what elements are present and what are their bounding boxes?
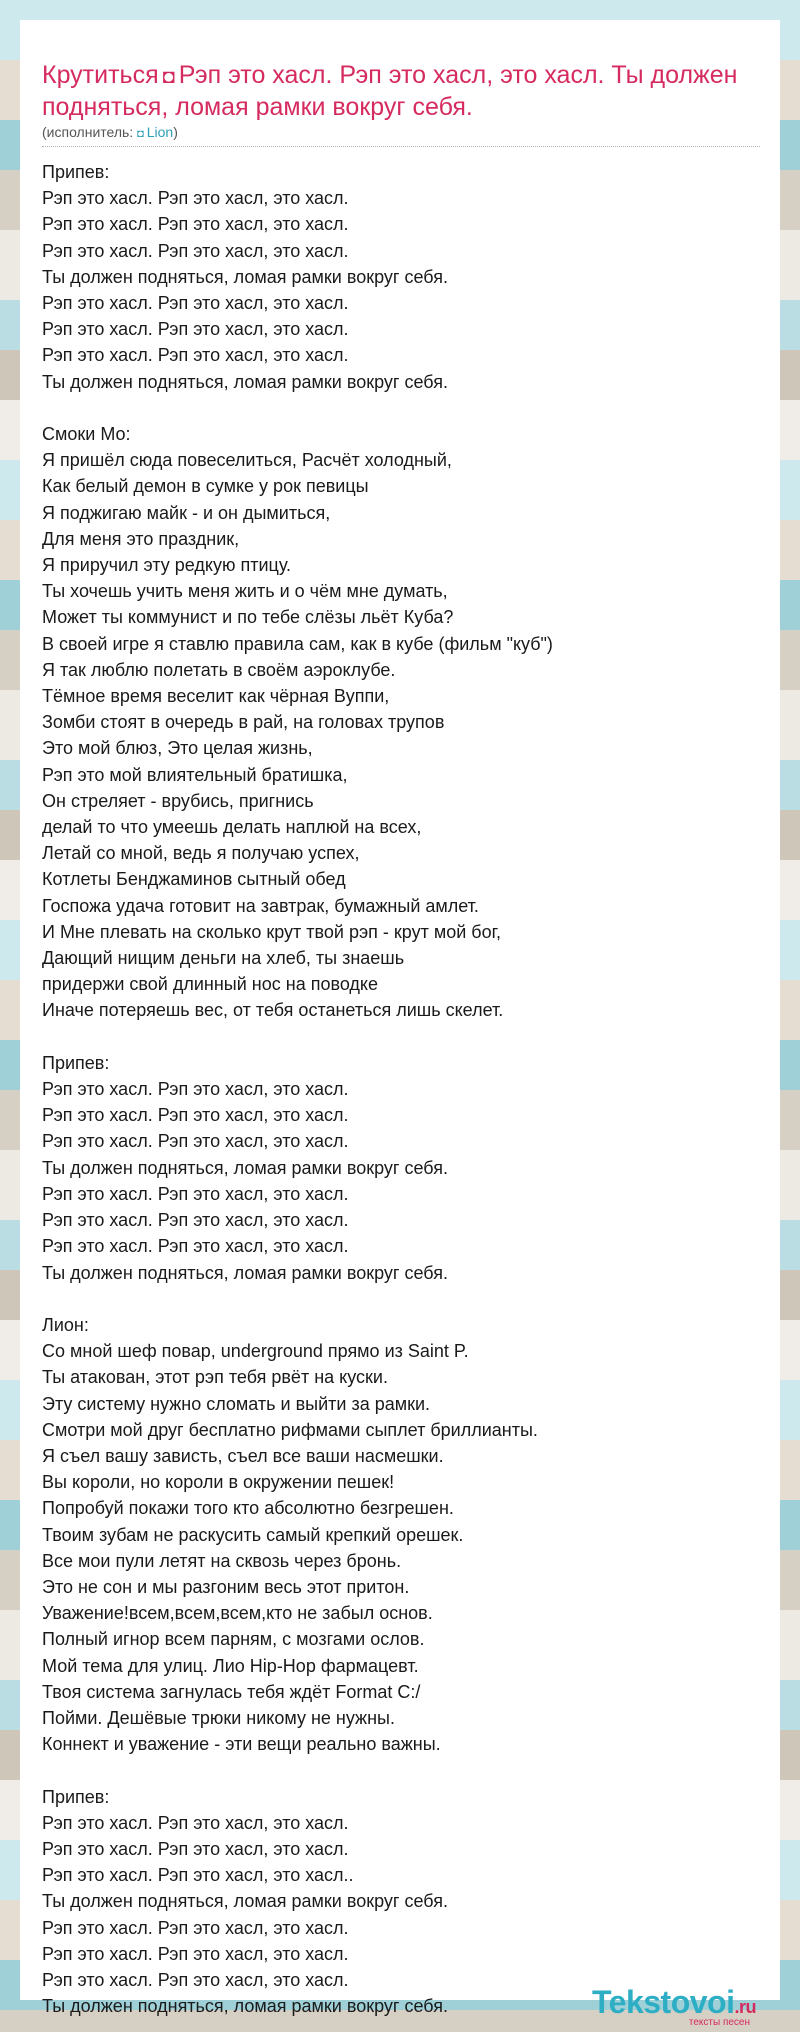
lyric-line: Уважение!всем,всем,всем,кто не забыл основ. [42,1603,433,1624]
lyric-line: Рэп это хасл. Рэп это хасл, это хасл. [42,1183,349,1204]
separator-icon: ◘ [162,66,175,88]
lyric-line [42,1286,760,1312]
lyric-line: Вы короли, но короли в окружении пешек! [42,1472,395,1493]
lyric-line: Рэп это хасл. Рэп это хасл, это хасл. [42,345,349,366]
lyric-line: Все мои пули летят на сквозь через бронь. [42,1550,402,1571]
lyric-line: Ты должен подняться, ломая рамки вокруг себя. [42,1262,448,1283]
lyric-line: Рэп это хасл. Рэп это хасл, это хасл. [42,1838,349,1859]
lyric-line: делай то что умеешь делать наплюй на всех, [42,817,422,838]
lyric-line: Коннект и уважение - эти вещи реально важны. [42,1734,441,1755]
lyric-line: Твоя система загнулась тебя ждёт Format C:/ [42,1681,421,1702]
lyric-line: Это не сон и мы разгоним весь этот притон. [42,1576,410,1597]
lyric-line: Ты должен подняться, ломая рамки вокруг себя. [42,266,448,287]
lyrics-text [42,159,760,2019]
artist-line [42,124,760,147]
logo-name: Tekstovoi [591,1984,735,2020]
lyric-line: Тёмное время веселит как чёрная Вуппи, [42,686,390,707]
lyric-line: Летай со мной, ведь я получаю успех, [42,843,360,864]
site-logo[interactable] [592,1984,756,2028]
song-name: Крутиться [42,61,159,89]
lyric-line: Госпожа удача готовит на завтрак, бумажный амлет. [42,895,479,916]
lyric-line: Ты хочешь учить меня жить и о чём мне думать, [42,581,448,602]
logo-tld: .ru [734,1997,756,2017]
song-subtitle: Рэп это хасл. Рэп это хасл, это хасл. Ты должен подняться, ломая рамки вокруг себя. [42,61,738,121]
lyric-line: Лион: [42,1314,89,1335]
lyric-line: Рэп это хасл. Рэп это хасл, это хасл. [42,214,349,235]
lyric-line: Рэп это хасл. Рэп это хасл, это хасл. [42,1812,349,1833]
lyric-line: Рэп это хасл. Рэп это хасл, это хасл. [42,1105,349,1126]
lyric-line: Может ты коммунист и по тебе слёзы льёт Куба? [42,607,454,628]
lyric-line: Я приручил эту редкую птицу. [42,555,292,576]
lyric-line: Припев: [42,1786,110,1807]
artist-prefix: (исполнитель: [42,124,138,140]
song-title [42,60,760,122]
lyric-line: Мой тема для улиц. Лио Hip-Hop фармацевт. [42,1655,419,1676]
lyric-line: Рэп это хасл. Рэп это хасл, это хасл. [42,1943,349,1964]
lyric-line: Я пришёл сюда повеселиться, Расчёт холодный, [42,450,452,471]
lyric-line: Смоки Мо: [42,424,131,445]
lyric-line: В своей игре я ставлю правила сам, как в кубе (фильм "куб") [42,633,553,654]
lyric-line: Рэп это хасл. Рэп это хасл, это хасл. [42,293,349,314]
lyric-line: Рэп это хасл. Рэп это хасл, это хасл. [42,1969,349,1990]
lyric-line: Припев: [42,162,110,182]
lyric-line: Полный игнор всем парням, с мозгами ослов. [42,1629,425,1650]
bullet-icon: ◘ [137,128,144,140]
lyric-line: Эту систему нужно сломать и выйти за рамки. [42,1393,431,1414]
lyric-line: Котлеты Бенджаминов сытный обед [42,869,346,890]
lyric-line: Рэп это хасл. Рэп это хасл, это хасл. [42,240,349,261]
logo-tagline: тексты песен [688,2017,750,2028]
lyric-line: Ты должен подняться, ломая рамки вокруг себя. [42,1891,448,1912]
lyric-line: Дающий нищим деньги на хлеб, ты знаешь [42,948,405,969]
lyric-line: придержи свой длинный нос на поводке [42,974,379,995]
lyric-line: Рэп это хасл. Рэп это хасл, это хасл. [42,188,349,209]
lyric-line: Рэп это хасл. Рэп это хасл, это хасл.. [42,1865,354,1886]
lyric-line: Ты атакован, этот рэп тебя рвёт на куски. [42,1367,388,1388]
artist-link[interactable] [137,124,173,140]
lyric-line: Пойми. Дешёвые трюки никому не нужны. [42,1707,395,1728]
lyric-line [42,1757,760,1783]
lyric-line: Рэп это хасл. Рэп это хасл, это хасл. [42,1917,349,1938]
lyric-line: Я поджигаю майк - и он дымиться, [42,502,331,523]
artist-suffix: ) [173,124,178,140]
lyric-line: Иначе потеряешь вес, от тебя останеться лишь скелет. [42,1000,504,1021]
lyric-line: Я съел вашу зависть, съел все ваши насмешки. [42,1445,444,1466]
lyric-line: Ты должен подняться, ломая рамки вокруг себя. [42,371,448,392]
lyric-line: Твоим зубам не раскусить самый крепкий орешек. [42,1524,464,1545]
lyric-line: Зомби стоят в очередь в рай, на головах трупов [42,712,445,733]
lyric-line: Как белый демон в сумке у рок певицы [42,476,369,497]
lyric-line: Рэп это хасл. Рэп это хасл, это хасл. [42,1131,349,1152]
lyric-line: Рэп это хасл. Рэп это хасл, это хасл. [42,1236,349,1257]
artist-name: Lion [146,124,174,140]
lyric-line: Я так люблю полетать в своём аэроклубе. [42,659,396,680]
lyric-line: Смотри мой друг бесплатно рифмами сыплет бриллианты. [42,1419,538,1440]
lyric-line: Это мой блюз, Это целая жизнь, [42,738,313,759]
lyric-line: Со мной шеф повар, underground прямо из Saint P. [42,1341,469,1362]
lyric-line: Рэп это хасл. Рэп это хасл, это хасл. [42,1210,349,1231]
lyric-line [42,395,760,421]
lyric-line [42,1024,760,1050]
lyric-line: Он стреляет - врубись, пригнись [42,790,314,811]
lyric-line: Рэп это мой влиятельный братишка, [42,764,348,785]
lyric-line: И Мне плевать на сколько крут твой рэп - крут мой бог, [42,921,501,942]
logo-wordmark [592,1984,756,2021]
lyric-line: Рэп это хасл. Рэп это хасл, это хасл. [42,1079,349,1100]
lyric-line: Припев: [42,1052,110,1073]
lyric-line: Попробуй покажи того кто абсолютно безгрешен. [42,1498,454,1519]
lyric-line: Для меня это праздник, [42,528,240,549]
lyric-line: Ты должен подняться, ломая рамки вокруг себя. [42,1157,448,1178]
lyric-line: Рэп это хасл. Рэп это хасл, это хасл. [42,319,349,340]
lyric-line: Ты должен подняться, ломая рамки вокруг себя. [42,1996,448,2017]
